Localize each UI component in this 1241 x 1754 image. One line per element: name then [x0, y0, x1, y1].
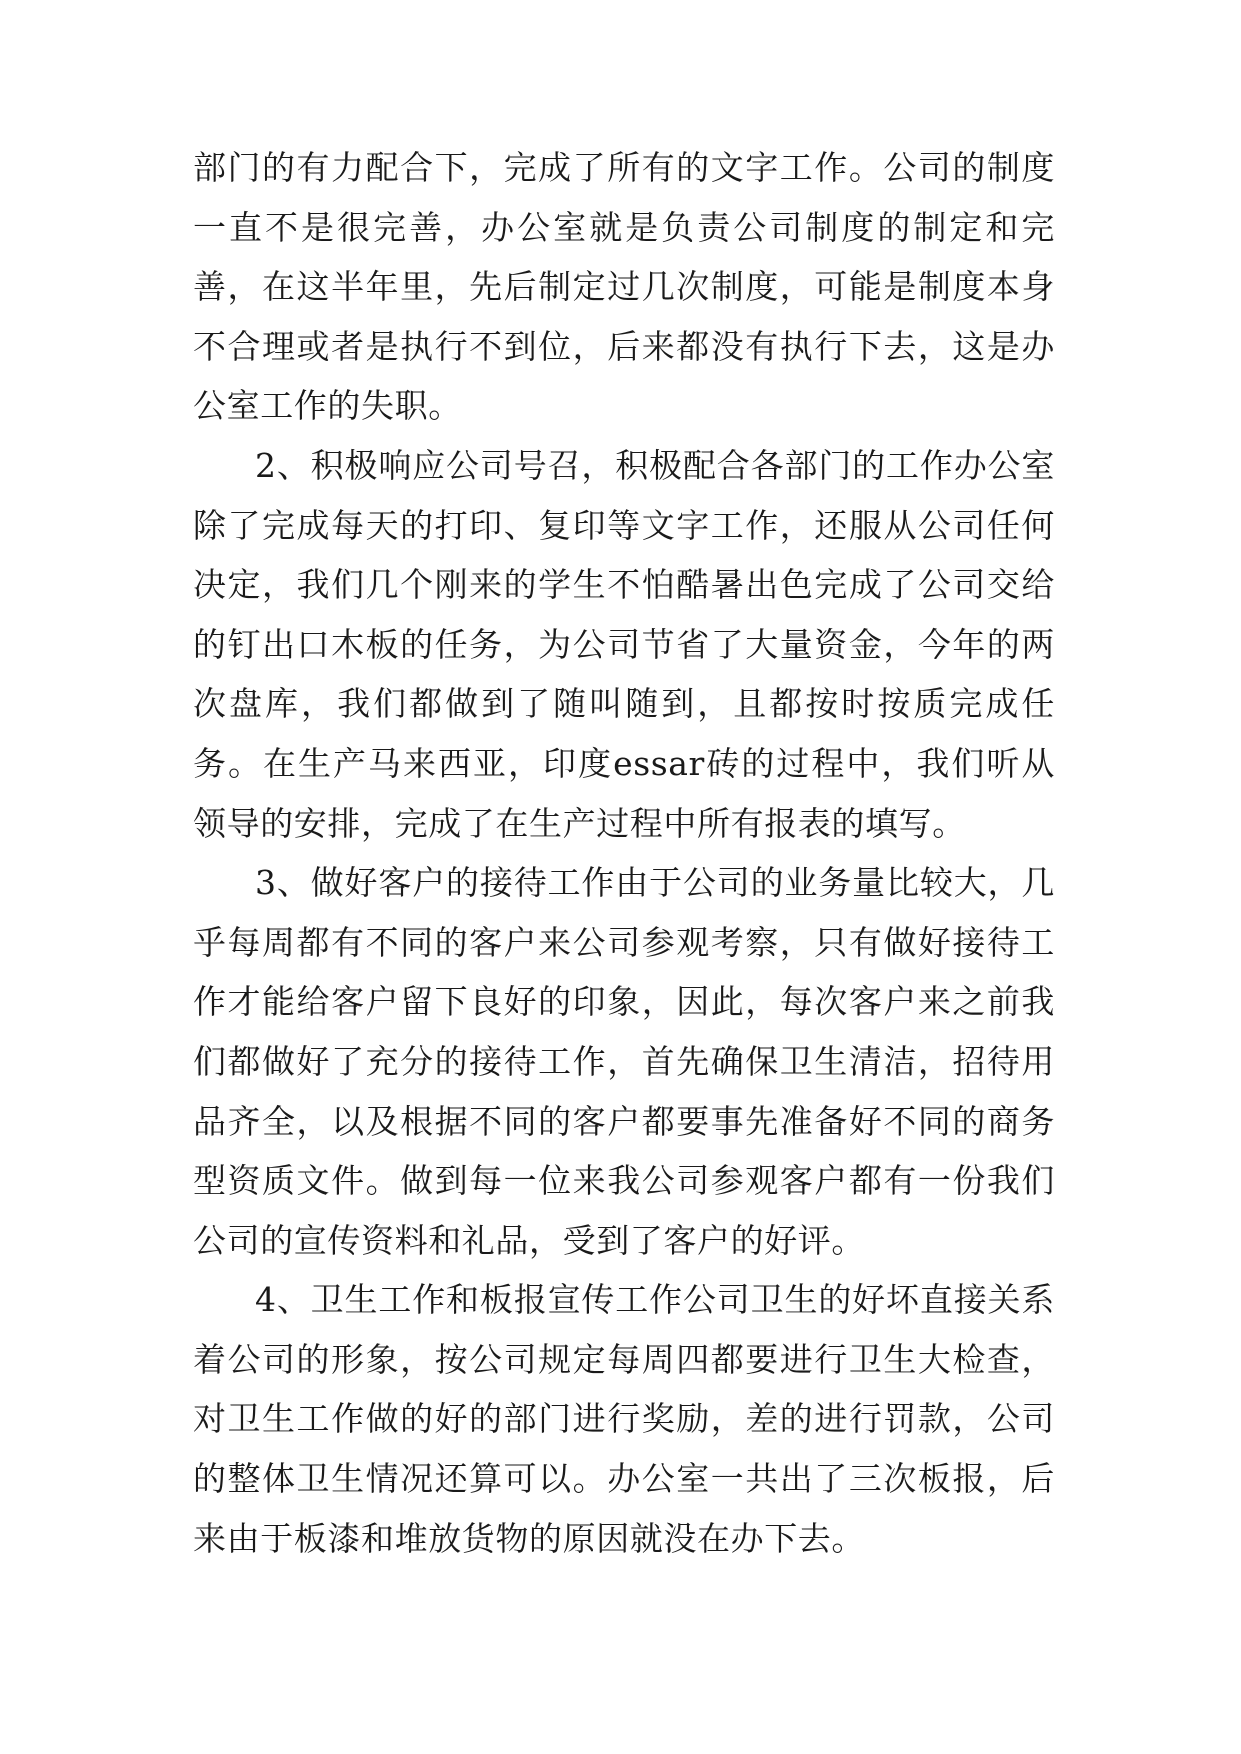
- document-body: [193, 138, 1055, 1568]
- paragraph-item-2: 2、积极响应公司号召，积极配合各部门的工作办公室除了完成每天的打印、复印等文字工作，还服从公司任何决定，我们几个刚来的学生不怕酷暑出色完成了公司交给的钉出口木板的任务，为公司节省了大量资金，今年的两次盘库，我们都做到了随叫随到，且都按时按质完成任务。在生产马来西亚，印度essar砖的过程中，我们听从领导的安排，完成了在生产过程中所有报表的填写。: [193, 445, 1055, 843]
- paragraph-item-3: 3、做好客户的接待工作由于公司的业务量比较大，几乎每周都有不同的客户来公司参观考察，只有做好接待工作才能给客户留下良好的印象，因此，每次客户来之前我们都做好了充分的接待工作，首先确保卫生清洁，招待用品齐全，以及根据不同的客户都要事先准备好不同的商务型资质文件。做到每一位来我公司参观客户都有一份我们公司的宣传资料和礼品，受到了客户的好评。: [193, 863, 1055, 1260]
- paragraph-continuation: 部门的有力配合下，完成了所有的文字工作。公司的制度一直不是很完善，办公室就是负责公司制度的制定和完善，在这半年里，先后制定过几次制度，可能是制度本身不合理或者是执行不到位，后来都没有执行下去，这是办公室工作的失职。: [193, 148, 1055, 426]
- paragraph-item-4: 4、卫生工作和板报宣传工作公司卫生的好坏直接关系着公司的形象，按公司规定每周四都要进行卫生大检查，对卫生工作做的好的部门进行奖励，差的进行罚款，公司的整体卫生情况还算可以。办公室一共出了三次板报，后来由于板漆和堆放货物的原因就没在办下去。: [193, 1280, 1055, 1558]
